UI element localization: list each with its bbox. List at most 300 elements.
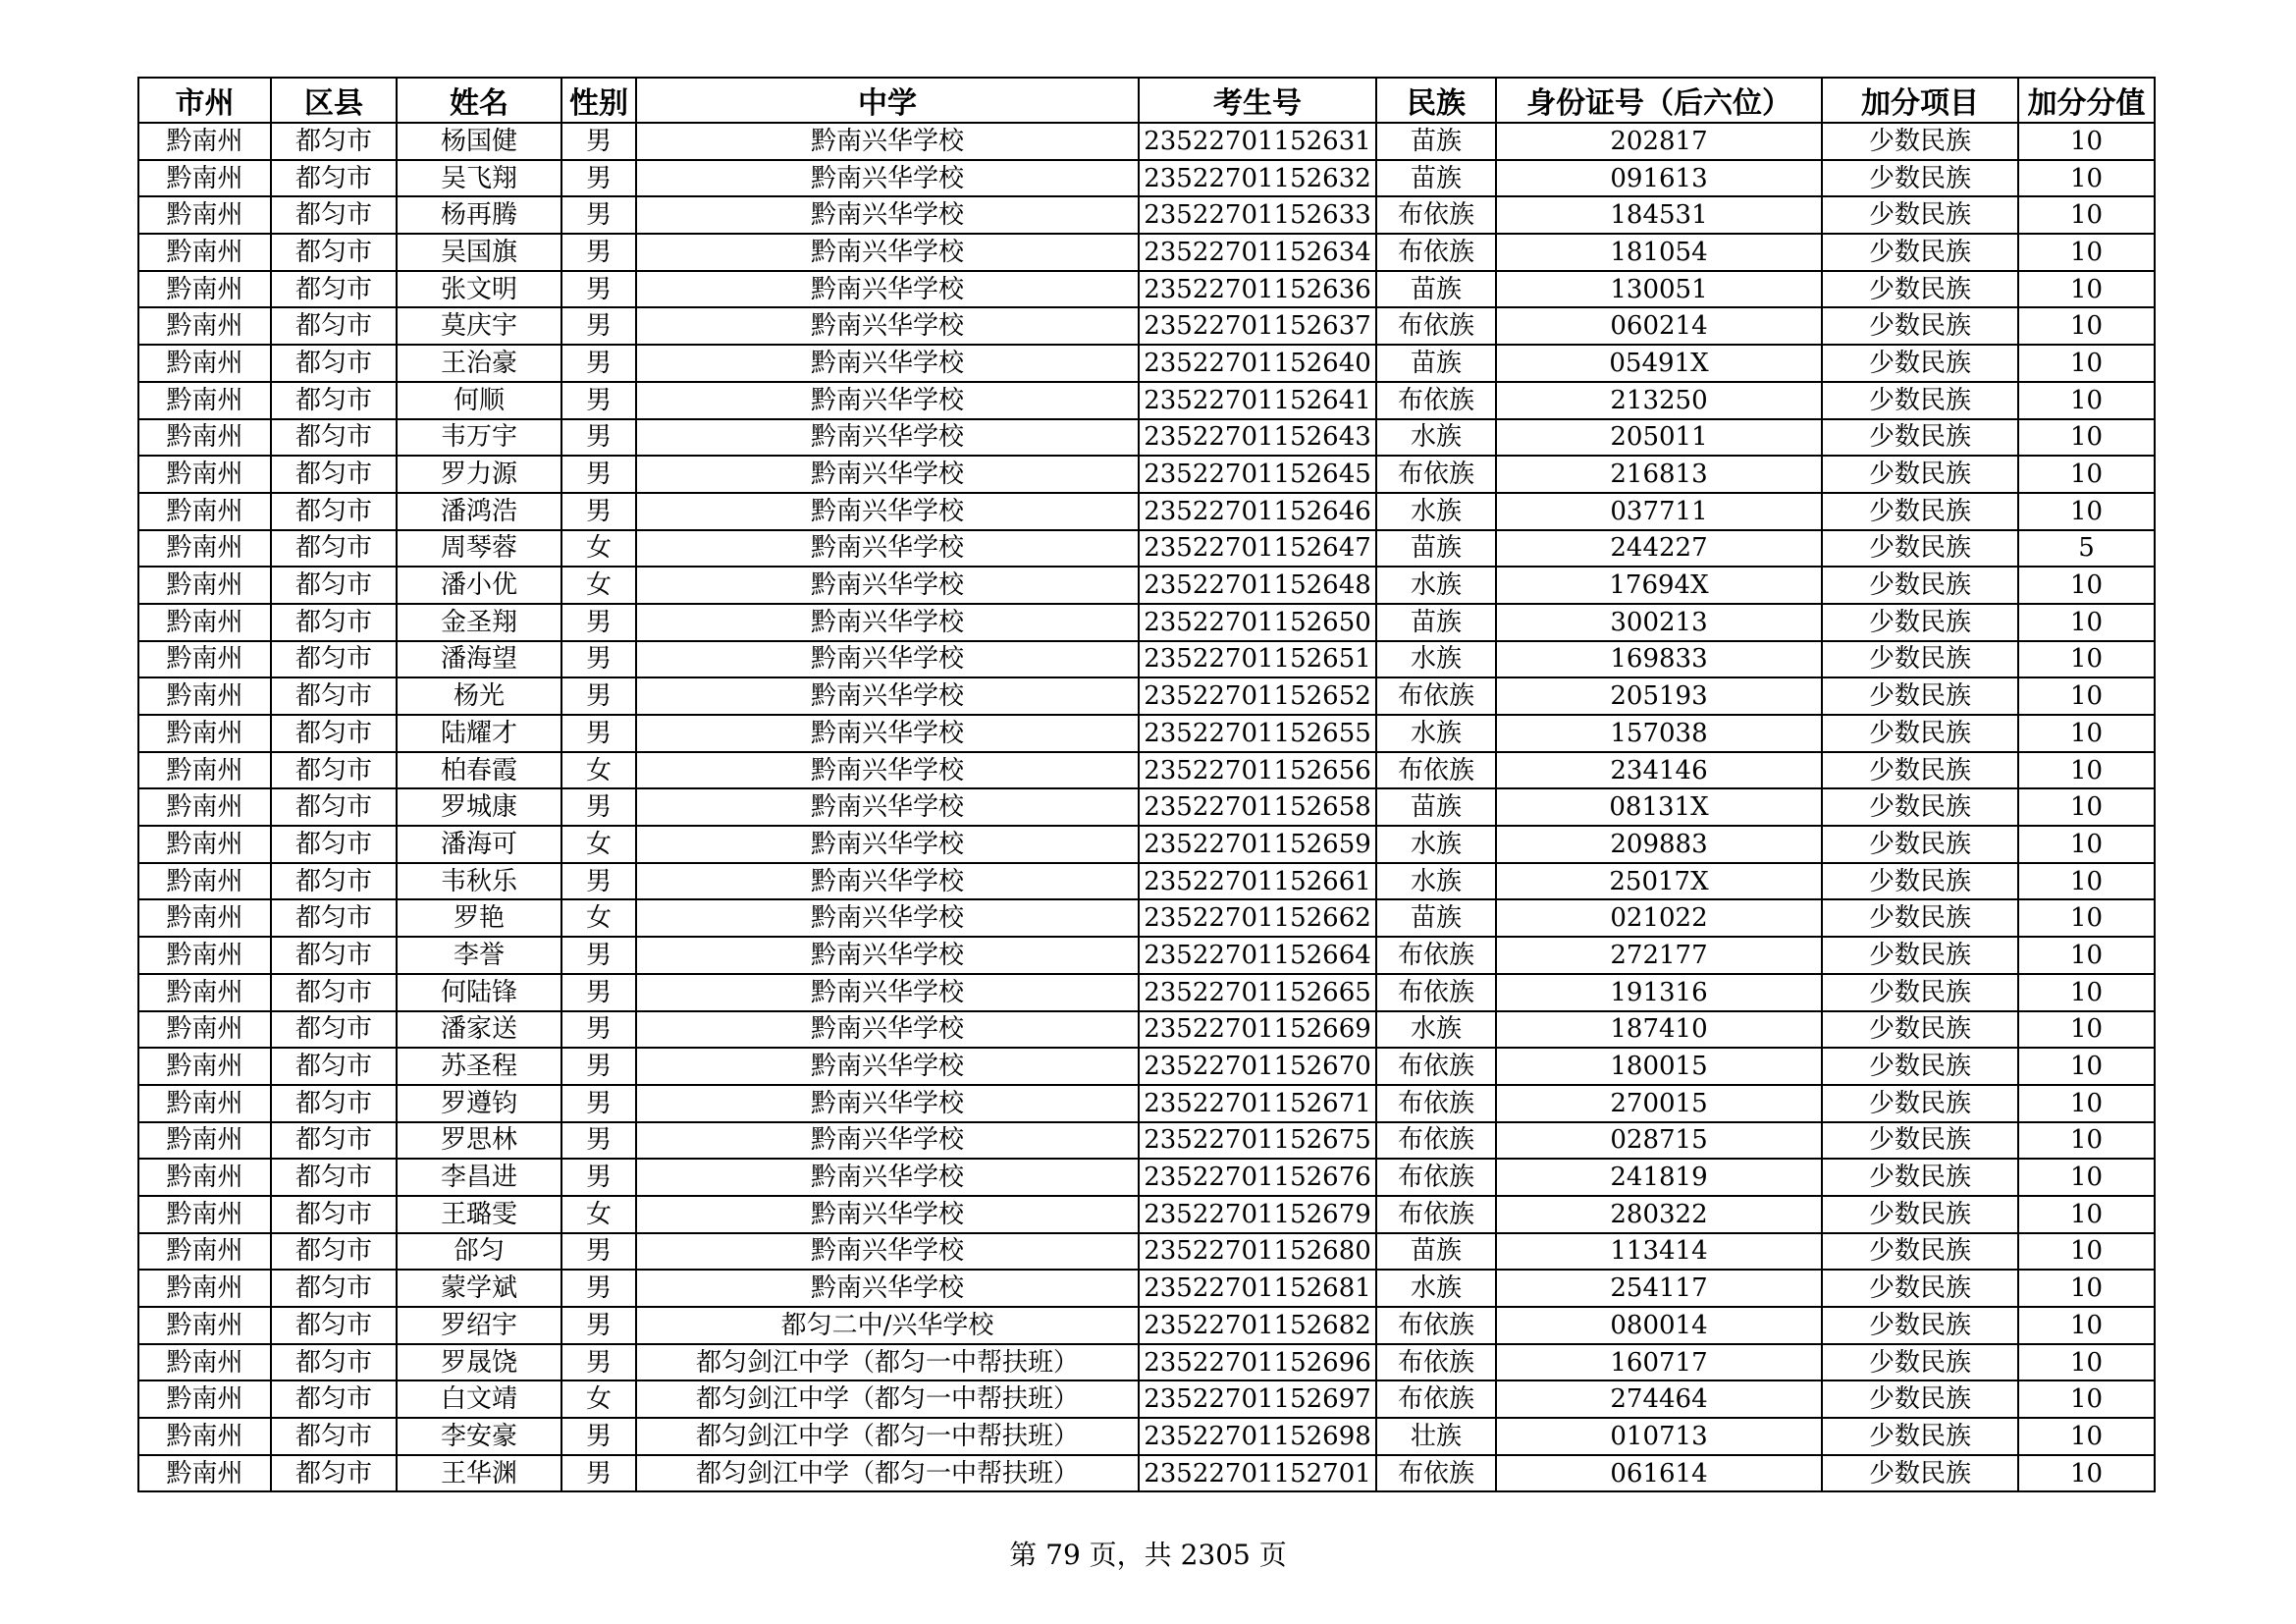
cell-id-last-six: 181054 bbox=[1496, 234, 1822, 271]
cell-district: 都匀市 bbox=[271, 419, 397, 457]
cell-gender: 男 bbox=[561, 493, 636, 530]
cell-id-last-six: 270015 bbox=[1496, 1085, 1822, 1122]
cell-district: 都匀市 bbox=[271, 715, 397, 752]
cell-gender: 男 bbox=[561, 196, 636, 234]
header-school: 中学 bbox=[636, 78, 1139, 123]
cell-district: 都匀市 bbox=[271, 899, 397, 937]
cell-school: 都匀剑江中学（都匀一中帮扶班） bbox=[636, 1455, 1139, 1492]
table-row bbox=[138, 1270, 2155, 1307]
cell-district: 都匀市 bbox=[271, 1011, 397, 1049]
cell-exam-number: 23522701152655 bbox=[1139, 715, 1376, 752]
cell-name: 李昌进 bbox=[397, 1159, 561, 1196]
cell-name: 莫庆宇 bbox=[397, 307, 561, 345]
cell-exam-number: 23522701152682 bbox=[1139, 1307, 1376, 1344]
table-row bbox=[138, 1455, 2155, 1492]
table-row bbox=[138, 530, 2155, 568]
cell-ethnicity: 水族 bbox=[1376, 419, 1496, 457]
cell-ethnicity: 水族 bbox=[1376, 826, 1496, 863]
cell-city: 黔南州 bbox=[138, 419, 271, 457]
cell-exam-number: 23522701152664 bbox=[1139, 937, 1376, 974]
cell-exam-number: 23522701152659 bbox=[1139, 826, 1376, 863]
cell-name: 罗晟饶 bbox=[397, 1344, 561, 1381]
cell-exam-number: 23522701152669 bbox=[1139, 1011, 1376, 1049]
cell-city: 黔南州 bbox=[138, 456, 271, 493]
cell-ethnicity: 布依族 bbox=[1376, 1344, 1496, 1381]
cell-bonus-item: 少数民族 bbox=[1822, 974, 2018, 1011]
cell-id-last-six: 205193 bbox=[1496, 677, 1822, 715]
cell-bonus-points: 5 bbox=[2018, 530, 2155, 568]
cell-bonus-item: 少数民族 bbox=[1822, 1048, 2018, 1085]
cell-name: 陆耀才 bbox=[397, 715, 561, 752]
cell-id-last-six: 157038 bbox=[1496, 715, 1822, 752]
cell-ethnicity: 布依族 bbox=[1376, 382, 1496, 419]
cell-exam-number: 23522701152701 bbox=[1139, 1455, 1376, 1492]
cell-name: 杨再腾 bbox=[397, 196, 561, 234]
cell-bonus-points: 10 bbox=[2018, 382, 2155, 419]
cell-gender: 男 bbox=[561, 1344, 636, 1381]
cell-bonus-points: 10 bbox=[2018, 899, 2155, 937]
table-row bbox=[138, 1380, 2155, 1418]
cell-name: 罗城康 bbox=[397, 788, 561, 826]
cell-id-last-six: 060214 bbox=[1496, 307, 1822, 345]
cell-bonus-points: 10 bbox=[2018, 345, 2155, 382]
cell-exam-number: 23522701152658 bbox=[1139, 788, 1376, 826]
cell-exam-number: 23522701152645 bbox=[1139, 456, 1376, 493]
cell-district: 都匀市 bbox=[271, 1270, 397, 1307]
cell-name: 吴国旗 bbox=[397, 234, 561, 271]
table-body bbox=[138, 123, 2155, 1491]
cell-ethnicity: 布依族 bbox=[1376, 937, 1496, 974]
cell-gender: 男 bbox=[561, 1233, 636, 1271]
cell-bonus-points: 10 bbox=[2018, 1455, 2155, 1492]
cell-district: 都匀市 bbox=[271, 788, 397, 826]
cell-id-last-six: 180015 bbox=[1496, 1048, 1822, 1085]
cell-bonus-points: 10 bbox=[2018, 752, 2155, 789]
cell-bonus-item: 少数民族 bbox=[1822, 1418, 2018, 1455]
cell-exam-number: 23522701152632 bbox=[1139, 160, 1376, 197]
cell-gender: 男 bbox=[561, 1011, 636, 1049]
cell-bonus-item: 少数民族 bbox=[1822, 604, 2018, 641]
cell-district: 都匀市 bbox=[271, 937, 397, 974]
cell-school: 黔南兴华学校 bbox=[636, 196, 1139, 234]
cell-district: 都匀市 bbox=[271, 530, 397, 568]
cell-city: 黔南州 bbox=[138, 123, 271, 160]
cell-ethnicity: 苗族 bbox=[1376, 604, 1496, 641]
cell-ethnicity: 苗族 bbox=[1376, 345, 1496, 382]
cell-school: 黔南兴华学校 bbox=[636, 1085, 1139, 1122]
table-row bbox=[138, 1344, 2155, 1381]
cell-id-last-six: 234146 bbox=[1496, 752, 1822, 789]
cell-bonus-item: 少数民族 bbox=[1822, 271, 2018, 308]
cell-bonus-item: 少数民族 bbox=[1822, 160, 2018, 197]
cell-gender: 男 bbox=[561, 1122, 636, 1160]
cell-school: 黔南兴华学校 bbox=[636, 641, 1139, 678]
cell-city: 黔南州 bbox=[138, 1159, 271, 1196]
score-bonus-table-container bbox=[137, 77, 2154, 1492]
cell-city: 黔南州 bbox=[138, 1455, 271, 1492]
cell-name: 潘家送 bbox=[397, 1011, 561, 1049]
cell-bonus-points: 10 bbox=[2018, 196, 2155, 234]
cell-city: 黔南州 bbox=[138, 863, 271, 900]
cell-exam-number: 23522701152648 bbox=[1139, 567, 1376, 604]
cell-district: 都匀市 bbox=[271, 196, 397, 234]
cell-id-last-six: 130051 bbox=[1496, 271, 1822, 308]
cell-bonus-item: 少数民族 bbox=[1822, 1011, 2018, 1049]
cell-ethnicity: 苗族 bbox=[1376, 788, 1496, 826]
cell-school: 都匀剑江中学（都匀一中帮扶班） bbox=[636, 1418, 1139, 1455]
cell-bonus-item: 少数民族 bbox=[1822, 1380, 2018, 1418]
cell-school: 都匀二中/兴华学校 bbox=[636, 1307, 1139, 1344]
cell-exam-number: 23522701152680 bbox=[1139, 1233, 1376, 1271]
header-name: 姓名 bbox=[397, 78, 561, 123]
cell-name: 蒙学斌 bbox=[397, 1270, 561, 1307]
cell-ethnicity: 布依族 bbox=[1376, 1455, 1496, 1492]
cell-gender: 男 bbox=[561, 345, 636, 382]
cell-name: 金圣翔 bbox=[397, 604, 561, 641]
header-ethnicity: 民族 bbox=[1376, 78, 1496, 123]
cell-city: 黔南州 bbox=[138, 1048, 271, 1085]
cell-bonus-points: 10 bbox=[2018, 1085, 2155, 1122]
cell-city: 黔南州 bbox=[138, 1307, 271, 1344]
cell-gender: 男 bbox=[561, 456, 636, 493]
cell-bonus-points: 10 bbox=[2018, 788, 2155, 826]
cell-gender: 男 bbox=[561, 271, 636, 308]
cell-ethnicity: 布依族 bbox=[1376, 1307, 1496, 1344]
cell-bonus-item: 少数民族 bbox=[1822, 1196, 2018, 1233]
cell-city: 黔南州 bbox=[138, 715, 271, 752]
cell-district: 都匀市 bbox=[271, 974, 397, 1011]
cell-ethnicity: 布依族 bbox=[1376, 1122, 1496, 1160]
cell-gender: 男 bbox=[561, 1159, 636, 1196]
cell-name: 韦万宇 bbox=[397, 419, 561, 457]
cell-exam-number: 23522701152661 bbox=[1139, 863, 1376, 900]
table-row bbox=[138, 826, 2155, 863]
cell-gender: 男 bbox=[561, 715, 636, 752]
cell-city: 黔南州 bbox=[138, 974, 271, 1011]
cell-name: 潘海望 bbox=[397, 641, 561, 678]
cell-id-last-six: 061614 bbox=[1496, 1455, 1822, 1492]
cell-name: 杨光 bbox=[397, 677, 561, 715]
cell-bonus-points: 10 bbox=[2018, 604, 2155, 641]
cell-gender: 男 bbox=[561, 788, 636, 826]
cell-bonus-points: 10 bbox=[2018, 123, 2155, 160]
cell-exam-number: 23522701152650 bbox=[1139, 604, 1376, 641]
cell-exam-number: 23522701152633 bbox=[1139, 196, 1376, 234]
cell-gender: 男 bbox=[561, 234, 636, 271]
cell-district: 都匀市 bbox=[271, 1085, 397, 1122]
cell-school: 黔南兴华学校 bbox=[636, 788, 1139, 826]
cell-exam-number: 23522701152698 bbox=[1139, 1418, 1376, 1455]
cell-bonus-item: 少数民族 bbox=[1822, 641, 2018, 678]
cell-district: 都匀市 bbox=[271, 604, 397, 641]
cell-bonus-item: 少数民族 bbox=[1822, 677, 2018, 715]
table-row bbox=[138, 937, 2155, 974]
cell-bonus-points: 10 bbox=[2018, 307, 2155, 345]
cell-city: 黔南州 bbox=[138, 196, 271, 234]
cell-ethnicity: 布依族 bbox=[1376, 234, 1496, 271]
header-city: 市州 bbox=[138, 78, 271, 123]
cell-district: 都匀市 bbox=[271, 271, 397, 308]
table-row bbox=[138, 1048, 2155, 1085]
cell-school: 黔南兴华学校 bbox=[636, 752, 1139, 789]
cell-city: 黔南州 bbox=[138, 899, 271, 937]
cell-id-last-six: 028715 bbox=[1496, 1122, 1822, 1160]
cell-city: 黔南州 bbox=[138, 1011, 271, 1049]
cell-id-last-six: 209883 bbox=[1496, 826, 1822, 863]
cell-city: 黔南州 bbox=[138, 826, 271, 863]
cell-city: 黔南州 bbox=[138, 1085, 271, 1122]
cell-gender: 女 bbox=[561, 899, 636, 937]
cell-bonus-points: 10 bbox=[2018, 456, 2155, 493]
cell-bonus-points: 10 bbox=[2018, 863, 2155, 900]
cell-bonus-item: 少数民族 bbox=[1822, 788, 2018, 826]
cell-ethnicity: 苗族 bbox=[1376, 271, 1496, 308]
cell-school: 都匀剑江中学（都匀一中帮扶班） bbox=[636, 1380, 1139, 1418]
cell-exam-number: 23522701152675 bbox=[1139, 1122, 1376, 1160]
table-row bbox=[138, 419, 2155, 457]
cell-gender: 男 bbox=[561, 1307, 636, 1344]
cell-district: 都匀市 bbox=[271, 1380, 397, 1418]
cell-school: 黔南兴华学校 bbox=[636, 1048, 1139, 1085]
cell-bonus-item: 少数民族 bbox=[1822, 123, 2018, 160]
cell-school: 黔南兴华学校 bbox=[636, 677, 1139, 715]
cell-name: 罗绍宇 bbox=[397, 1307, 561, 1344]
table-row bbox=[138, 863, 2155, 900]
cell-id-last-six: 241819 bbox=[1496, 1159, 1822, 1196]
table-row bbox=[138, 1196, 2155, 1233]
cell-bonus-item: 少数民族 bbox=[1822, 752, 2018, 789]
cell-ethnicity: 布依族 bbox=[1376, 1048, 1496, 1085]
table-row bbox=[138, 271, 2155, 308]
cell-exam-number: 23522701152662 bbox=[1139, 899, 1376, 937]
cell-name: 吴飞翔 bbox=[397, 160, 561, 197]
cell-id-last-six: 25017X bbox=[1496, 863, 1822, 900]
cell-district: 都匀市 bbox=[271, 567, 397, 604]
table-row bbox=[138, 234, 2155, 271]
cell-school: 黔南兴华学校 bbox=[636, 974, 1139, 1011]
cell-gender: 女 bbox=[561, 530, 636, 568]
cell-exam-number: 23522701152679 bbox=[1139, 1196, 1376, 1233]
cell-exam-number: 23522701152637 bbox=[1139, 307, 1376, 345]
cell-bonus-item: 少数民族 bbox=[1822, 382, 2018, 419]
cell-bonus-item: 少数民族 bbox=[1822, 1455, 2018, 1492]
cell-exam-number: 23522701152665 bbox=[1139, 974, 1376, 1011]
cell-city: 黔南州 bbox=[138, 382, 271, 419]
cell-city: 黔南州 bbox=[138, 345, 271, 382]
cell-ethnicity: 布依族 bbox=[1376, 1085, 1496, 1122]
cell-exam-number: 23522701152634 bbox=[1139, 234, 1376, 271]
cell-bonus-points: 10 bbox=[2018, 1011, 2155, 1049]
cell-id-last-six: 010713 bbox=[1496, 1418, 1822, 1455]
cell-ethnicity: 苗族 bbox=[1376, 1233, 1496, 1271]
cell-bonus-item: 少数民族 bbox=[1822, 937, 2018, 974]
header-gender: 性别 bbox=[561, 78, 636, 123]
cell-gender: 女 bbox=[561, 1196, 636, 1233]
cell-name: 李誉 bbox=[397, 937, 561, 974]
cell-name: 张文明 bbox=[397, 271, 561, 308]
cell-bonus-points: 10 bbox=[2018, 1233, 2155, 1271]
cell-name: 王璐雯 bbox=[397, 1196, 561, 1233]
cell-id-last-six: 17694X bbox=[1496, 567, 1822, 604]
cell-exam-number: 23522701152631 bbox=[1139, 123, 1376, 160]
cell-bonus-item: 少数民族 bbox=[1822, 1344, 2018, 1381]
cell-ethnicity: 苗族 bbox=[1376, 899, 1496, 937]
cell-gender: 男 bbox=[561, 419, 636, 457]
header-district: 区县 bbox=[271, 78, 397, 123]
cell-ethnicity: 水族 bbox=[1376, 567, 1496, 604]
cell-school: 黔南兴华学校 bbox=[636, 937, 1139, 974]
cell-gender: 男 bbox=[561, 641, 636, 678]
cell-name: 苏圣程 bbox=[397, 1048, 561, 1085]
cell-name: 白文靖 bbox=[397, 1380, 561, 1418]
cell-exam-number: 23522701152651 bbox=[1139, 641, 1376, 678]
cell-ethnicity: 水族 bbox=[1376, 863, 1496, 900]
cell-gender: 男 bbox=[561, 937, 636, 974]
cell-bonus-points: 10 bbox=[2018, 1344, 2155, 1381]
cell-bonus-item: 少数民族 bbox=[1822, 715, 2018, 752]
cell-name: 罗遵钧 bbox=[397, 1085, 561, 1122]
cell-exam-number: 23522701152656 bbox=[1139, 752, 1376, 789]
cell-id-last-six: 037711 bbox=[1496, 493, 1822, 530]
cell-id-last-six: 244227 bbox=[1496, 530, 1822, 568]
table-row bbox=[138, 788, 2155, 826]
cell-district: 都匀市 bbox=[271, 677, 397, 715]
cell-id-last-six: 202817 bbox=[1496, 123, 1822, 160]
cell-name: 周琴蓉 bbox=[397, 530, 561, 568]
table-row bbox=[138, 641, 2155, 678]
cell-school: 黔南兴华学校 bbox=[636, 826, 1139, 863]
cell-name: 王治豪 bbox=[397, 345, 561, 382]
cell-school: 黔南兴华学校 bbox=[636, 123, 1139, 160]
cell-ethnicity: 水族 bbox=[1376, 1011, 1496, 1049]
cell-school: 黔南兴华学校 bbox=[636, 382, 1139, 419]
cell-id-last-six: 205011 bbox=[1496, 419, 1822, 457]
cell-city: 黔南州 bbox=[138, 788, 271, 826]
cell-school: 黔南兴华学校 bbox=[636, 604, 1139, 641]
cell-exam-number: 23522701152647 bbox=[1139, 530, 1376, 568]
cell-ethnicity: 布依族 bbox=[1376, 1380, 1496, 1418]
header-bonus-item: 加分项目 bbox=[1822, 78, 2018, 123]
cell-bonus-points: 10 bbox=[2018, 677, 2155, 715]
cell-city: 黔南州 bbox=[138, 1344, 271, 1381]
cell-exam-number: 23522701152643 bbox=[1139, 419, 1376, 457]
cell-bonus-points: 10 bbox=[2018, 1159, 2155, 1196]
cell-district: 都匀市 bbox=[271, 234, 397, 271]
cell-school: 黔南兴华学校 bbox=[636, 1233, 1139, 1271]
table-row bbox=[138, 160, 2155, 197]
cell-bonus-item: 少数民族 bbox=[1822, 826, 2018, 863]
cell-district: 都匀市 bbox=[271, 1159, 397, 1196]
cell-school: 黔南兴华学校 bbox=[636, 530, 1139, 568]
cell-bonus-points: 10 bbox=[2018, 1196, 2155, 1233]
cell-name: 何顺 bbox=[397, 382, 561, 419]
cell-name: 王华渊 bbox=[397, 1455, 561, 1492]
table-row bbox=[138, 196, 2155, 234]
cell-id-last-six: 08131X bbox=[1496, 788, 1822, 826]
cell-ethnicity: 苗族 bbox=[1376, 160, 1496, 197]
cell-ethnicity: 苗族 bbox=[1376, 530, 1496, 568]
cell-city: 黔南州 bbox=[138, 1233, 271, 1271]
cell-school: 都匀剑江中学（都匀一中帮扶班） bbox=[636, 1344, 1139, 1381]
cell-bonus-item: 少数民族 bbox=[1822, 1085, 2018, 1122]
cell-ethnicity: 布依族 bbox=[1376, 677, 1496, 715]
cell-name: 何陆锋 bbox=[397, 974, 561, 1011]
cell-id-last-six: 184531 bbox=[1496, 196, 1822, 234]
cell-ethnicity: 水族 bbox=[1376, 493, 1496, 530]
cell-gender: 男 bbox=[561, 604, 636, 641]
cell-gender: 女 bbox=[561, 752, 636, 789]
cell-ethnicity: 布依族 bbox=[1376, 1159, 1496, 1196]
cell-school: 黔南兴华学校 bbox=[636, 307, 1139, 345]
cell-name: 罗力源 bbox=[397, 456, 561, 493]
cell-school: 黔南兴华学校 bbox=[636, 1196, 1139, 1233]
cell-district: 都匀市 bbox=[271, 345, 397, 382]
cell-exam-number: 23522701152640 bbox=[1139, 345, 1376, 382]
cell-school: 黔南兴华学校 bbox=[636, 1122, 1139, 1160]
cell-school: 黔南兴华学校 bbox=[636, 863, 1139, 900]
cell-bonus-item: 少数民族 bbox=[1822, 1122, 2018, 1160]
cell-district: 都匀市 bbox=[271, 1344, 397, 1381]
table-row bbox=[138, 1418, 2155, 1455]
cell-bonus-points: 10 bbox=[2018, 715, 2155, 752]
cell-city: 黔南州 bbox=[138, 677, 271, 715]
cell-gender: 女 bbox=[561, 567, 636, 604]
cell-ethnicity: 布依族 bbox=[1376, 307, 1496, 345]
cell-bonus-points: 10 bbox=[2018, 826, 2155, 863]
cell-district: 都匀市 bbox=[271, 382, 397, 419]
cell-bonus-item: 少数民族 bbox=[1822, 530, 2018, 568]
cell-gender: 男 bbox=[561, 123, 636, 160]
cell-bonus-points: 10 bbox=[2018, 1122, 2155, 1160]
cell-gender: 男 bbox=[561, 1085, 636, 1122]
header-row bbox=[138, 78, 2155, 123]
cell-bonus-points: 10 bbox=[2018, 567, 2155, 604]
cell-bonus-points: 10 bbox=[2018, 493, 2155, 530]
cell-ethnicity: 苗族 bbox=[1376, 123, 1496, 160]
table-row bbox=[138, 1233, 2155, 1271]
cell-name: 潘鸿浩 bbox=[397, 493, 561, 530]
cell-district: 都匀市 bbox=[271, 1196, 397, 1233]
cell-district: 都匀市 bbox=[271, 123, 397, 160]
cell-id-last-six: 113414 bbox=[1496, 1233, 1822, 1271]
cell-exam-number: 23522701152670 bbox=[1139, 1048, 1376, 1085]
cell-school: 黔南兴华学校 bbox=[636, 160, 1139, 197]
cell-gender: 男 bbox=[561, 863, 636, 900]
cell-city: 黔南州 bbox=[138, 271, 271, 308]
cell-city: 黔南州 bbox=[138, 641, 271, 678]
cell-id-last-six: 274464 bbox=[1496, 1380, 1822, 1418]
cell-exam-number: 23522701152641 bbox=[1139, 382, 1376, 419]
table-row bbox=[138, 123, 2155, 160]
cell-ethnicity: 布依族 bbox=[1376, 1196, 1496, 1233]
cell-district: 都匀市 bbox=[271, 1418, 397, 1455]
cell-gender: 男 bbox=[561, 1418, 636, 1455]
cell-gender: 男 bbox=[561, 1048, 636, 1085]
cell-city: 黔南州 bbox=[138, 1418, 271, 1455]
cell-district: 都匀市 bbox=[271, 826, 397, 863]
table-row bbox=[138, 1011, 2155, 1049]
cell-school: 黔南兴华学校 bbox=[636, 271, 1139, 308]
page-footer: 第 79 页，共 2305 页 bbox=[1009, 1539, 1287, 1571]
cell-district: 都匀市 bbox=[271, 752, 397, 789]
header-bonus-points: 加分分值 bbox=[2018, 78, 2155, 123]
cell-id-last-six: 216813 bbox=[1496, 456, 1822, 493]
cell-district: 都匀市 bbox=[271, 160, 397, 197]
cell-gender: 男 bbox=[561, 974, 636, 1011]
cell-ethnicity: 壮族 bbox=[1376, 1418, 1496, 1455]
cell-name: 李安豪 bbox=[397, 1418, 561, 1455]
cell-bonus-points: 10 bbox=[2018, 234, 2155, 271]
